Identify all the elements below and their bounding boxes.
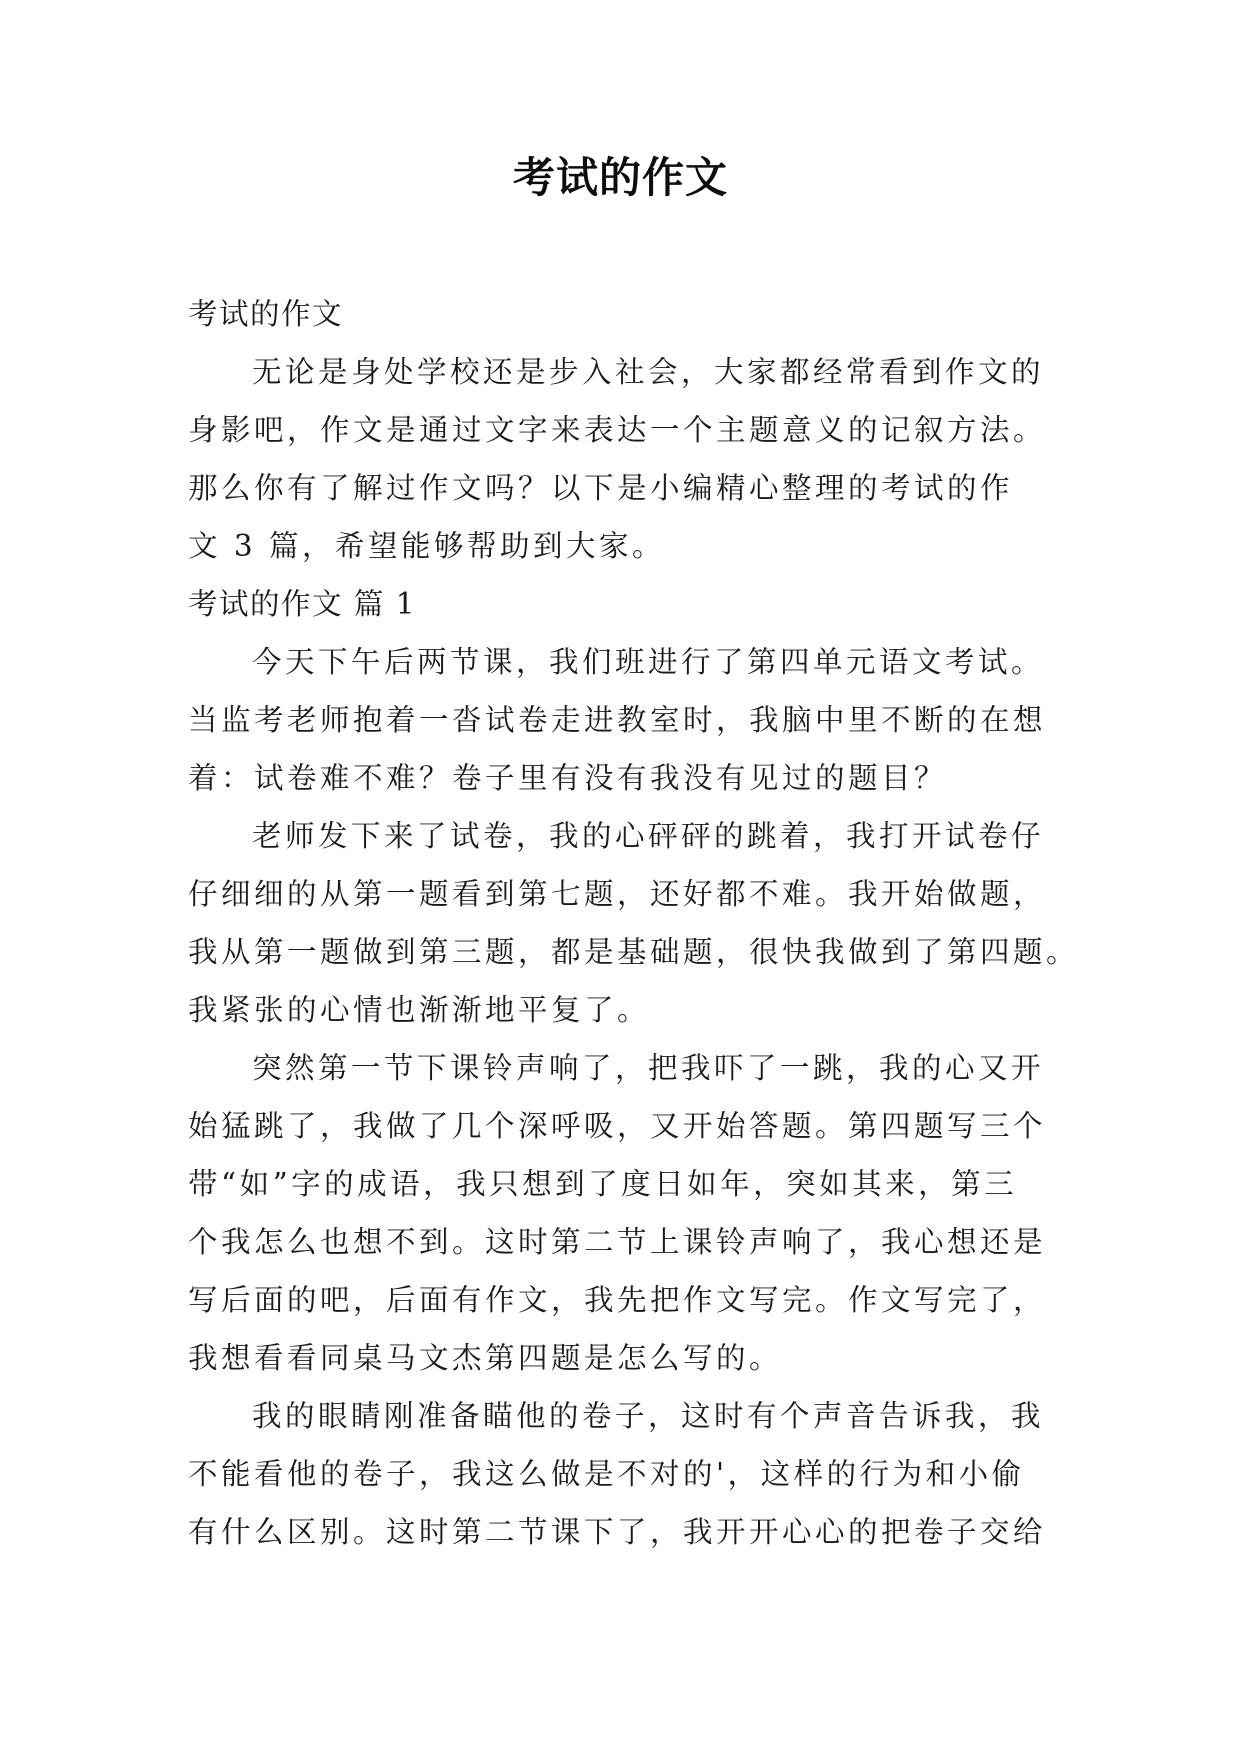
paragraph-line: 不能看他的卷子，我这么做是不对的'，这样的行为和小偷 (188, 1457, 1025, 1491)
paragraph-line: 老师发下来了试卷，我的心砰砰的跳着，我打开试卷仔 (252, 819, 1045, 853)
paragraph-line: 我的眼睛刚准备瞄他的卷子，这时有个声音告诉我，我 (252, 1399, 1045, 1433)
section-heading: 考试的作文 篇 1 (188, 587, 417, 621)
paragraph-line: 那么你有了解过作文吗？以下是小编精心整理的考试的作 (188, 471, 1014, 505)
paragraph-line: 有什么区别。这时第二节课下了，我开开心心的把卷子交给 (188, 1515, 1047, 1549)
document-title: 考试的作文 (512, 153, 728, 202)
paragraph-line: 我想看看同桌马文杰第四题是怎么写的。 (188, 1341, 783, 1375)
intro-heading: 考试的作文 (188, 297, 344, 331)
paragraph-line: 我紧张的心情也渐渐地平复了。 (188, 993, 651, 1027)
paragraph-line: 身影吧，作文是通过文字来表达一个主题意义的记叙方法。 (188, 413, 1047, 447)
paragraph-line: 着：试卷难不难？卷子里有没有我没有见过的题目？ (188, 761, 948, 795)
paragraph-line: 个我怎么也想不到。这时第二节上课铃声响了，我心想还是 (188, 1225, 1047, 1259)
paragraph-line: 文 3 篇，希望能够帮助到大家。 (188, 529, 666, 563)
paragraph-line: 写后面的吧，后面有作文，我先把作文写完。作文写完了， (188, 1283, 1047, 1317)
paragraph-line: 我从第一题做到第三题，都是基础题，很快我做到了第四题。 (188, 935, 1080, 969)
paragraph-line: 今天下午后两节课，我们班进行了第四单元语文考试。 (252, 645, 1045, 679)
paragraph-line: 仔细细的从第一题看到第七题，还好都不难。我开始做题， (188, 877, 1047, 911)
paragraph-line: 无论是身处学校还是步入社会，大家都经常看到作文的 (252, 355, 1045, 389)
paragraph-line: 当监考老师抱着一沓试卷走进教室时，我脑中里不断的在想 (188, 703, 1047, 737)
document-body (188, 285, 1080, 1561)
paragraph-line: 突然第一节下课铃声响了，把我吓了一跳，我的心又开 (252, 1051, 1045, 1085)
paragraph-line: 带“如”字的成语，我只想到了度日如年，突如其来，第三 (188, 1167, 1018, 1201)
paragraph-line: 始猛跳了，我做了几个深呼吸，又开始答题。第四题写三个 (188, 1109, 1047, 1143)
